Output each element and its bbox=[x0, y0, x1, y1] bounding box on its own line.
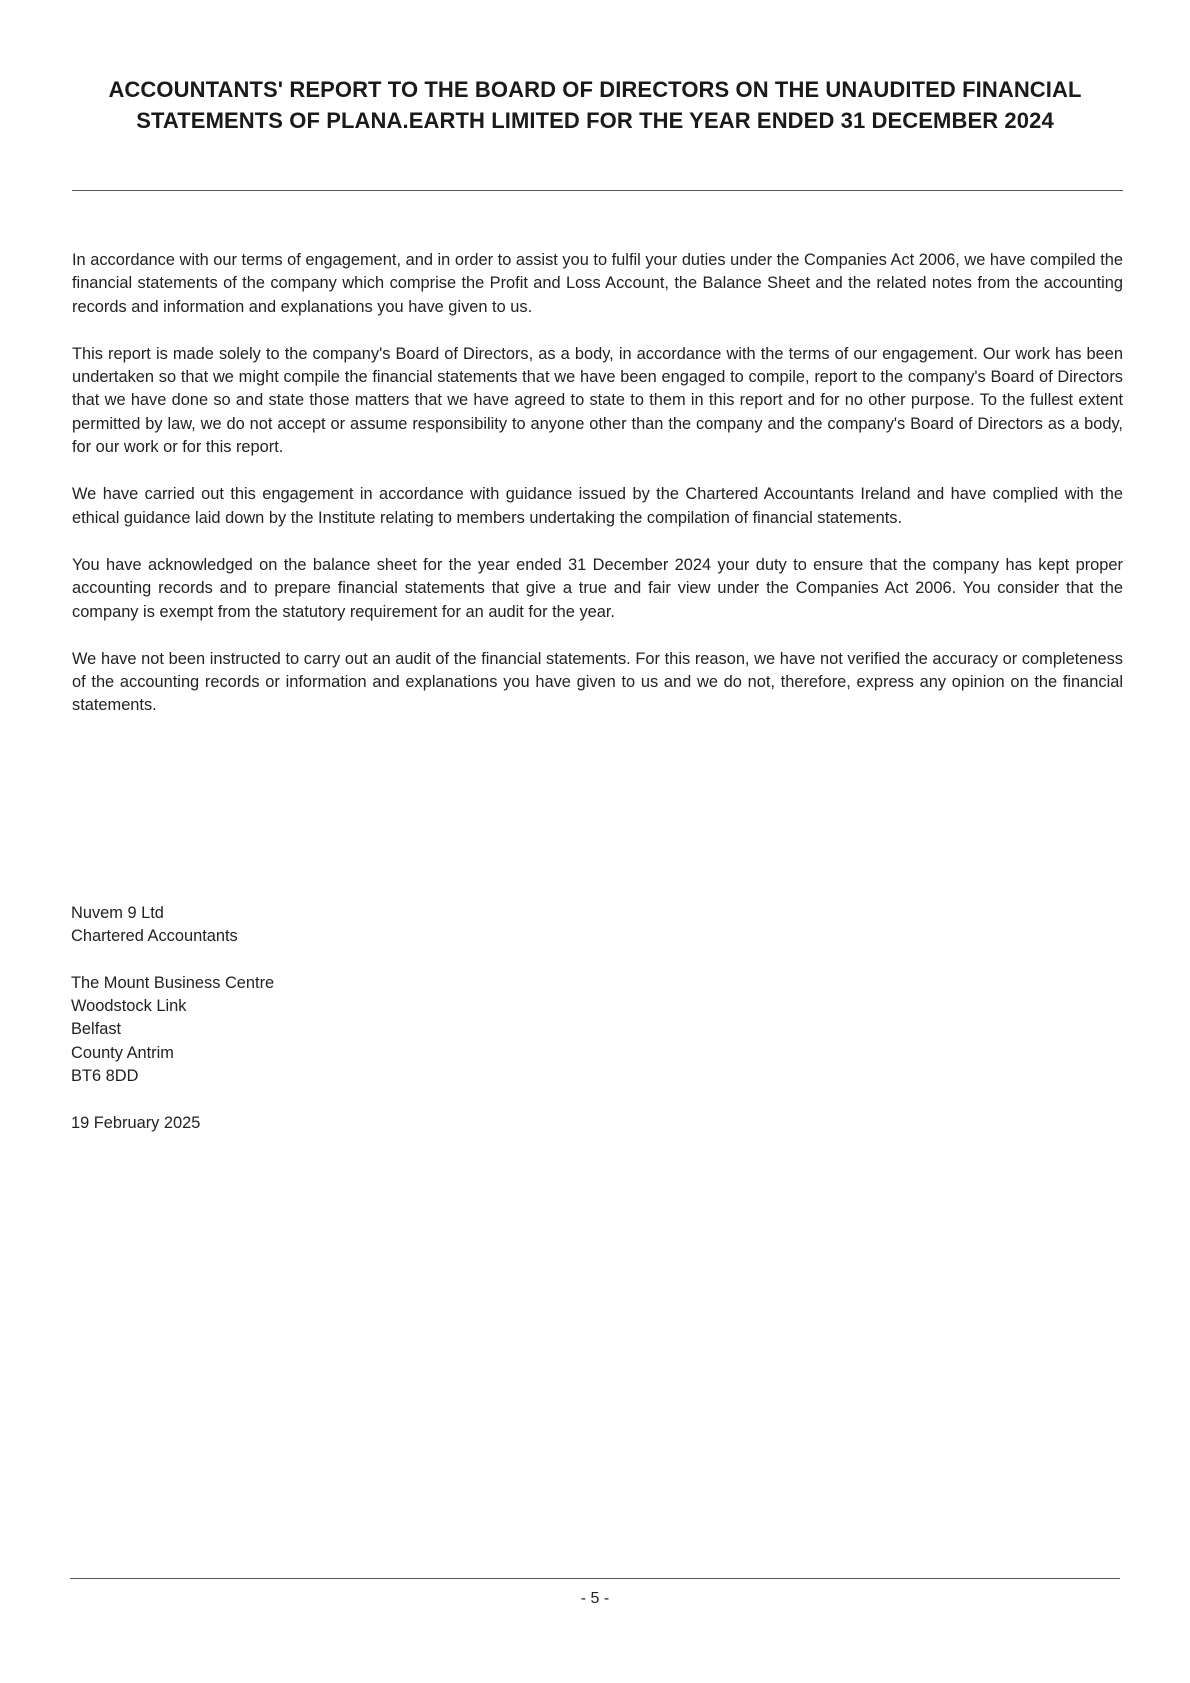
spacer bbox=[71, 1088, 274, 1111]
paragraph-no-audit: We have not been instructed to carry out an audit of the financial statements. For this reason, we have not verified the accuracy or completeness of the accounting records or information and explanations you have given to us and we do not, therefore, express any opinion on the financial statements. bbox=[72, 649, 1123, 715]
firm-type: Chartered Accountants bbox=[71, 927, 238, 946]
report-body bbox=[72, 249, 1123, 742]
address-line: Woodstock Link bbox=[71, 997, 187, 1016]
address-line: The Mount Business Centre bbox=[71, 973, 275, 992]
paragraph-engagement: In accordance with our terms of engagement, and in order to assist you to fulfil your duties under the Companies Act 2006, we have compiled the financial statements of the company which comprise the Profit and Loss Account, the Balance Sheet and the related notes from the accounting records and information and explanations you have given to us. bbox=[72, 251, 1123, 316]
paragraph-guidance: We have carried out this engagement in accordance with guidance issued by the Chartered Accountants Ireland and have complied with the ethical guidance laid down by the Institute relating to members undertaking the compilation of financial statements. bbox=[72, 485, 1123, 527]
page-title: ACCOUNTANTS' REPORT TO THE BOARD OF DIRECTORS ON THE UNAUDITED FINANCIAL STATEMENTS OF PLANA.EARTH LIMITED FOR THE YEAR ENDED 31 DECEMBER 2024 bbox=[108, 77, 1082, 133]
signature-block bbox=[71, 902, 274, 1135]
spacer bbox=[71, 949, 274, 972]
paragraph-acknowledgement: You have acknowledged on the balance sheet for the year ended 31 December 2024 your duty to ensure that the company has kept proper accounting records and to prepare financial statements that give a true and fair view under the Companies Act 2006. You consider that the company is exempt from the statutory requirement for an audit for the year. bbox=[72, 555, 1123, 621]
page-number: - 5 - bbox=[580, 1590, 610, 1607]
firm-name: Nuvem 9 Ltd bbox=[71, 904, 164, 922]
title-divider bbox=[72, 190, 1123, 191]
paragraph-report-purpose: This report is made solely to the company's Board of Directors, as a body, in accordance with the terms of our engagement. Our work has been undertaken so that we might compile the financial statements that we have been engaged to compile, report to the company's Board of Directors that we have done so and state those matters that we have agreed to state to them in this report and for no other purpose. To the fullest extent permitted by law, we do not accept or assume responsibility to anyone other than the company and the company's Board of Directors as a body, for our work or for this report. bbox=[72, 344, 1123, 457]
address-line: County Antrim bbox=[71, 1043, 174, 1062]
footer-divider bbox=[70, 1578, 1120, 1579]
address-postcode: BT6 8DD bbox=[71, 1067, 139, 1086]
report-date: 19 February 2025 bbox=[71, 1113, 201, 1132]
address-line: Belfast bbox=[71, 1020, 122, 1039]
